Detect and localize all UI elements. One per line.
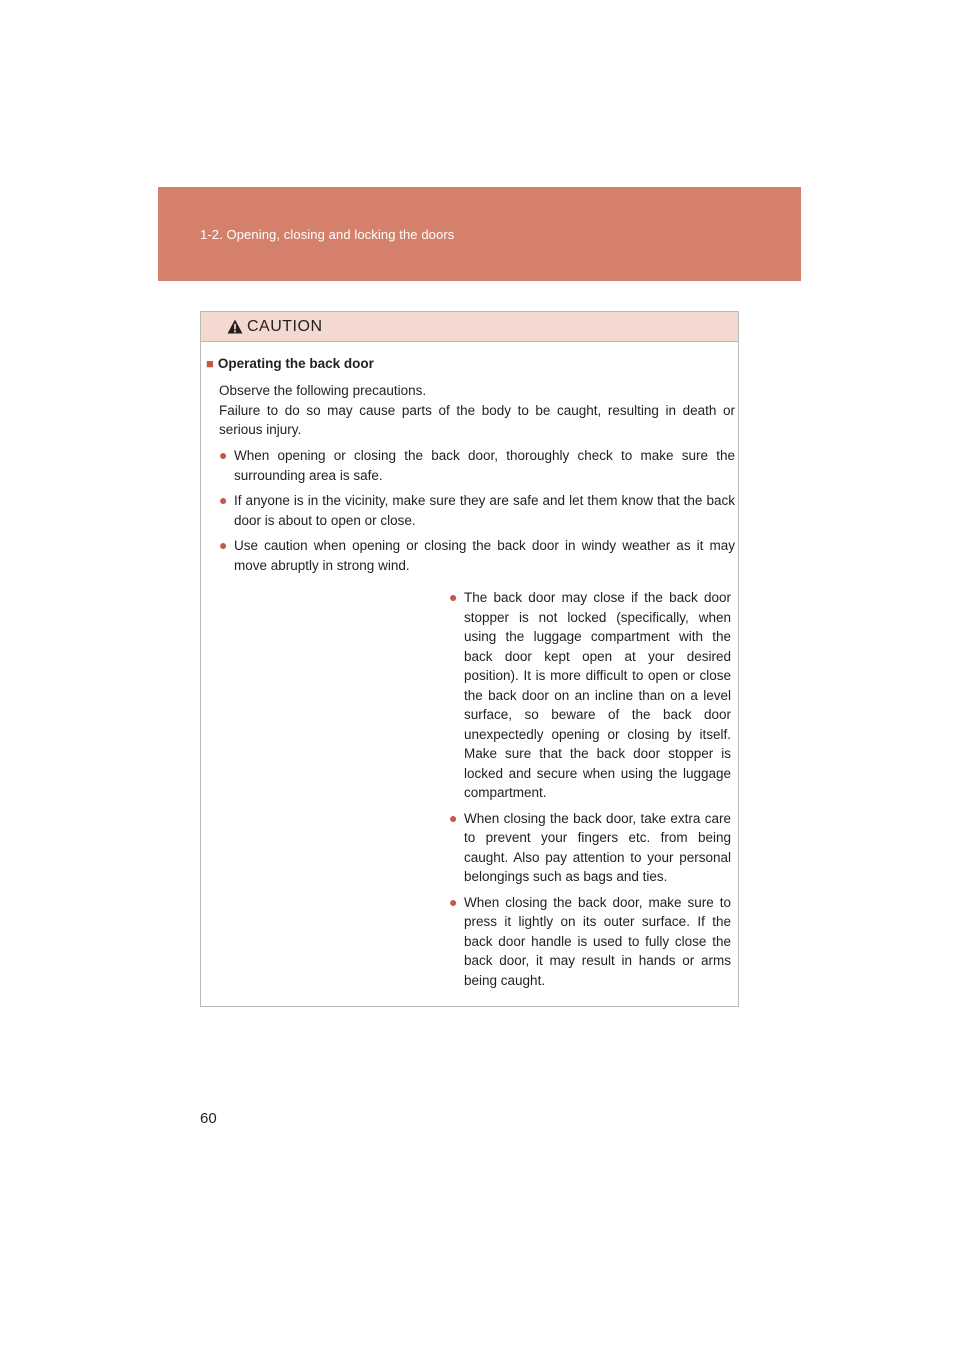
caution-title: CAUTION xyxy=(247,317,323,335)
circle-bullet-icon: ● xyxy=(219,447,228,463)
circle-bullet-icon: ● xyxy=(219,492,228,508)
list-item-text: When closing the back door, take extra care to prevent your fingers etc. from being caught. Also pay attention to your personal belongings such as bags and ties. xyxy=(464,810,731,884)
list-item xyxy=(219,536,735,575)
caution-header xyxy=(201,312,738,342)
caution-intro xyxy=(219,381,735,440)
list-item-text: When closing the back door, make sure to press it lightly on its outer surface. If the back door handle is used to fully close the back door, it may result in hands or arms being caught. xyxy=(464,894,731,988)
caution-box xyxy=(200,311,739,1007)
precautions-list-right xyxy=(449,588,731,996)
page-number: 60 xyxy=(200,1110,217,1127)
caution-heading-text: Operating the back door xyxy=(217,356,374,371)
intro-line: Observe the following precautions. xyxy=(219,383,427,398)
list-item xyxy=(219,491,735,530)
circle-bullet-icon: ● xyxy=(449,589,458,605)
precautions-list xyxy=(219,446,735,581)
intro-line: Failure to do so may cause parts of the body to be caught, resulting in death or serious injury. xyxy=(219,402,735,437)
caution-heading xyxy=(206,356,374,371)
list-item xyxy=(449,809,731,887)
list-item-text: If anyone is in the vicinity, make sure they are safe and let them know that the back door is about to open or close. xyxy=(234,493,735,528)
circle-bullet-icon: ● xyxy=(449,809,458,826)
section-title: 1-2. Opening, closing and locking the doors xyxy=(200,227,455,242)
list-item xyxy=(449,588,731,803)
list-item xyxy=(449,893,731,991)
section-header-band xyxy=(158,187,801,281)
list-item xyxy=(219,446,735,485)
list-item-text: The back door may close if the back door stopper is not locked (specifically, when using the luggage compartment with the back door kept open at your desired position). It is more difficult to open or close the back door on an incline than on a level surface, so beware of the back door unexpectedly opening or closing by itself. Make sure that the back door stopper is locked and secure when using the luggage compartment. xyxy=(464,590,731,800)
warning-triangle-icon xyxy=(227,319,243,334)
list-item-text: Use caution when opening or closing the back door in windy weather as it may move abruptly in strong wind. xyxy=(234,538,735,573)
circle-bullet-icon: ● xyxy=(449,893,458,910)
square-bullet-icon: ■ xyxy=(206,356,214,371)
circle-bullet-icon: ● xyxy=(219,537,228,553)
list-item-text: When opening or closing the back door, thoroughly check to make sure the surrounding area is safe. xyxy=(234,448,735,483)
